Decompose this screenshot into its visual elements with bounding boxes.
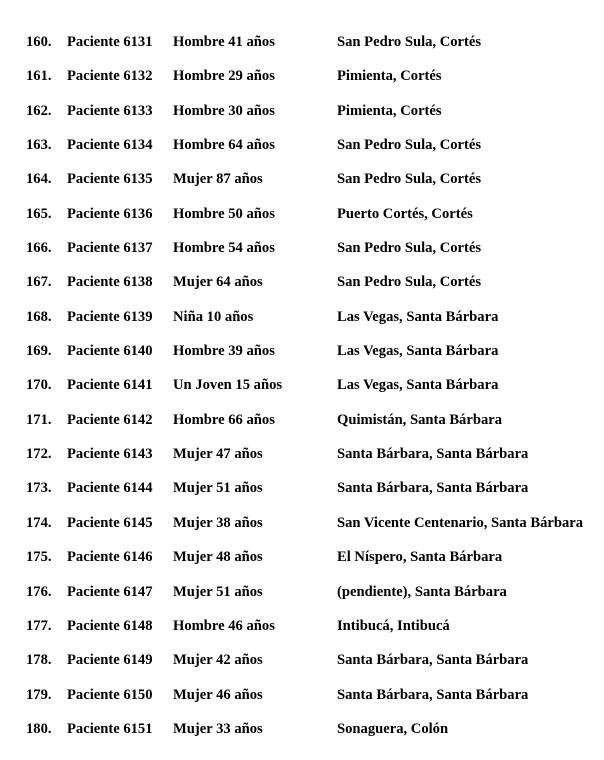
patient-description: Mujer 48 años — [173, 549, 263, 566]
patient-id: Paciente 6141 — [67, 377, 153, 394]
item-number: 167. — [26, 274, 52, 291]
patient-id: Paciente 6148 — [67, 617, 153, 634]
list-item — [0, 238, 604, 272]
list-item — [0, 307, 604, 341]
patient-id: Paciente 6142 — [67, 411, 153, 428]
patient-location: San Pedro Sula, Cortés — [337, 34, 482, 50]
list-item — [0, 66, 604, 100]
patient-id: Paciente 6144 — [67, 480, 153, 497]
patient-location: San Pedro Sula, Cortés — [337, 274, 482, 291]
list-item — [0, 375, 604, 409]
patient-id: Paciente 6146 — [67, 549, 153, 566]
patient-description: Hombre 64 años — [173, 137, 275, 154]
patient-list — [0, 32, 604, 753]
list-item — [0, 478, 604, 512]
patient-id: Paciente 6145 — [67, 514, 153, 531]
list-item — [0, 410, 604, 444]
patient-location: Puerto Cortés, Cortés — [337, 205, 473, 222]
patient-description: Mujer 51 años — [173, 583, 263, 600]
patient-location: El Níspero, Santa Bárbara — [337, 549, 503, 566]
patient-description: Mujer 33 años — [173, 720, 263, 737]
list-item — [0, 650, 604, 684]
list-item — [0, 135, 604, 169]
patient-id: Paciente 6149 — [67, 652, 153, 669]
patient-id: Paciente 6135 — [67, 171, 153, 188]
patient-description: Mujer 46 años — [173, 686, 263, 703]
patient-description: Mujer 87 años — [173, 171, 263, 188]
patient-location: San Pedro Sula, Cortés — [337, 240, 482, 257]
patient-location: San Pedro Sula, Cortés — [337, 171, 482, 188]
list-item — [0, 444, 604, 478]
item-number: 171. — [26, 411, 52, 428]
item-number: 179. — [26, 686, 52, 703]
patient-id: Paciente 6138 — [67, 274, 153, 291]
list-item — [0, 616, 604, 650]
patient-id: Paciente 6133 — [67, 102, 153, 119]
patient-description: Hombre 66 años — [173, 411, 275, 428]
patient-id: Paciente 6140 — [67, 343, 153, 360]
patient-id: Paciente 6150 — [67, 686, 153, 703]
patient-location: Santa Bárbara, Santa Bárbara — [337, 652, 529, 669]
item-number: 180. — [26, 720, 52, 737]
item-number: 173. — [26, 480, 52, 497]
patient-location: Santa Bárbara, Santa Bárbara — [337, 446, 529, 463]
patient-description: Mujer 64 años — [173, 274, 263, 291]
patient-description: Hombre 30 años — [173, 102, 275, 119]
patient-location: Pimienta, Cortés — [337, 68, 442, 85]
list-item — [0, 719, 604, 753]
list-item — [0, 513, 604, 547]
list-item — [0, 582, 604, 616]
patient-description: Hombre 41 años — [173, 34, 275, 50]
patient-id: Paciente 6151 — [67, 720, 153, 737]
patient-description: Hombre 50 años — [173, 205, 275, 222]
patient-location: Sonaguera, Colón — [337, 720, 449, 737]
patient-id: Paciente 6143 — [67, 446, 153, 463]
patient-id: Paciente 6137 — [67, 240, 153, 257]
patient-description: Mujer 51 años — [173, 480, 263, 497]
list-item — [0, 547, 604, 581]
patient-location: Las Vegas, Santa Bárbara — [337, 308, 499, 325]
patient-description: Mujer 42 años — [173, 652, 263, 669]
patient-id: Paciente 6132 — [67, 68, 153, 85]
patient-location: Pimienta, Cortés — [337, 102, 442, 119]
patient-id: Paciente 6131 — [67, 34, 153, 50]
item-number: 175. — [26, 549, 52, 566]
patient-location: Santa Bárbara, Santa Bárbara — [337, 480, 529, 497]
item-number: 176. — [26, 583, 52, 600]
list-item — [0, 204, 604, 238]
list-item — [0, 32, 604, 66]
item-number: 170. — [26, 377, 52, 394]
item-number: 178. — [26, 652, 52, 669]
item-number: 168. — [26, 308, 52, 325]
patient-location: San Vicente Centenario, Santa Bárbara — [337, 514, 584, 531]
patient-location: Las Vegas, Santa Bárbara — [337, 377, 499, 394]
patient-description: Hombre 39 años — [173, 343, 275, 360]
list-item — [0, 169, 604, 203]
list-item — [0, 685, 604, 719]
list-item — [0, 272, 604, 306]
patient-location: Quimistán, Santa Bárbara — [337, 411, 503, 428]
patient-id: Paciente 6134 — [67, 137, 153, 154]
patient-description: Hombre 46 años — [173, 617, 275, 634]
patient-description: Mujer 38 años — [173, 514, 263, 531]
item-number: 162. — [26, 102, 52, 119]
patient-location: (pendiente), Santa Bárbara — [337, 583, 507, 600]
item-number: 163. — [26, 137, 52, 154]
item-number: 174. — [26, 514, 52, 531]
patient-id: Paciente 6139 — [67, 308, 153, 325]
item-number: 166. — [26, 240, 52, 257]
patient-location: Las Vegas, Santa Bárbara — [337, 343, 499, 360]
item-number: 160. — [26, 34, 52, 50]
patient-description: Hombre 54 años — [173, 240, 275, 257]
patient-id: Paciente 6136 — [67, 205, 153, 222]
item-number: 161. — [26, 68, 52, 85]
item-number: 177. — [26, 617, 52, 634]
patient-location: Intibucá, Intibucá — [337, 617, 450, 634]
patient-location: San Pedro Sula, Cortés — [337, 137, 482, 154]
patient-description: Mujer 47 años — [173, 446, 263, 463]
list-item — [0, 101, 604, 135]
patient-description: Niña 10 años — [173, 308, 254, 325]
item-number: 165. — [26, 205, 52, 222]
item-number: 164. — [26, 171, 52, 188]
item-number: 172. — [26, 446, 52, 463]
patient-id: Paciente 6147 — [67, 583, 153, 600]
patient-description: Hombre 29 años — [173, 68, 275, 85]
patient-description: Un Joven 15 años — [173, 377, 283, 394]
item-number: 169. — [26, 343, 52, 360]
patient-location: Santa Bárbara, Santa Bárbara — [337, 686, 529, 703]
list-item — [0, 341, 604, 375]
